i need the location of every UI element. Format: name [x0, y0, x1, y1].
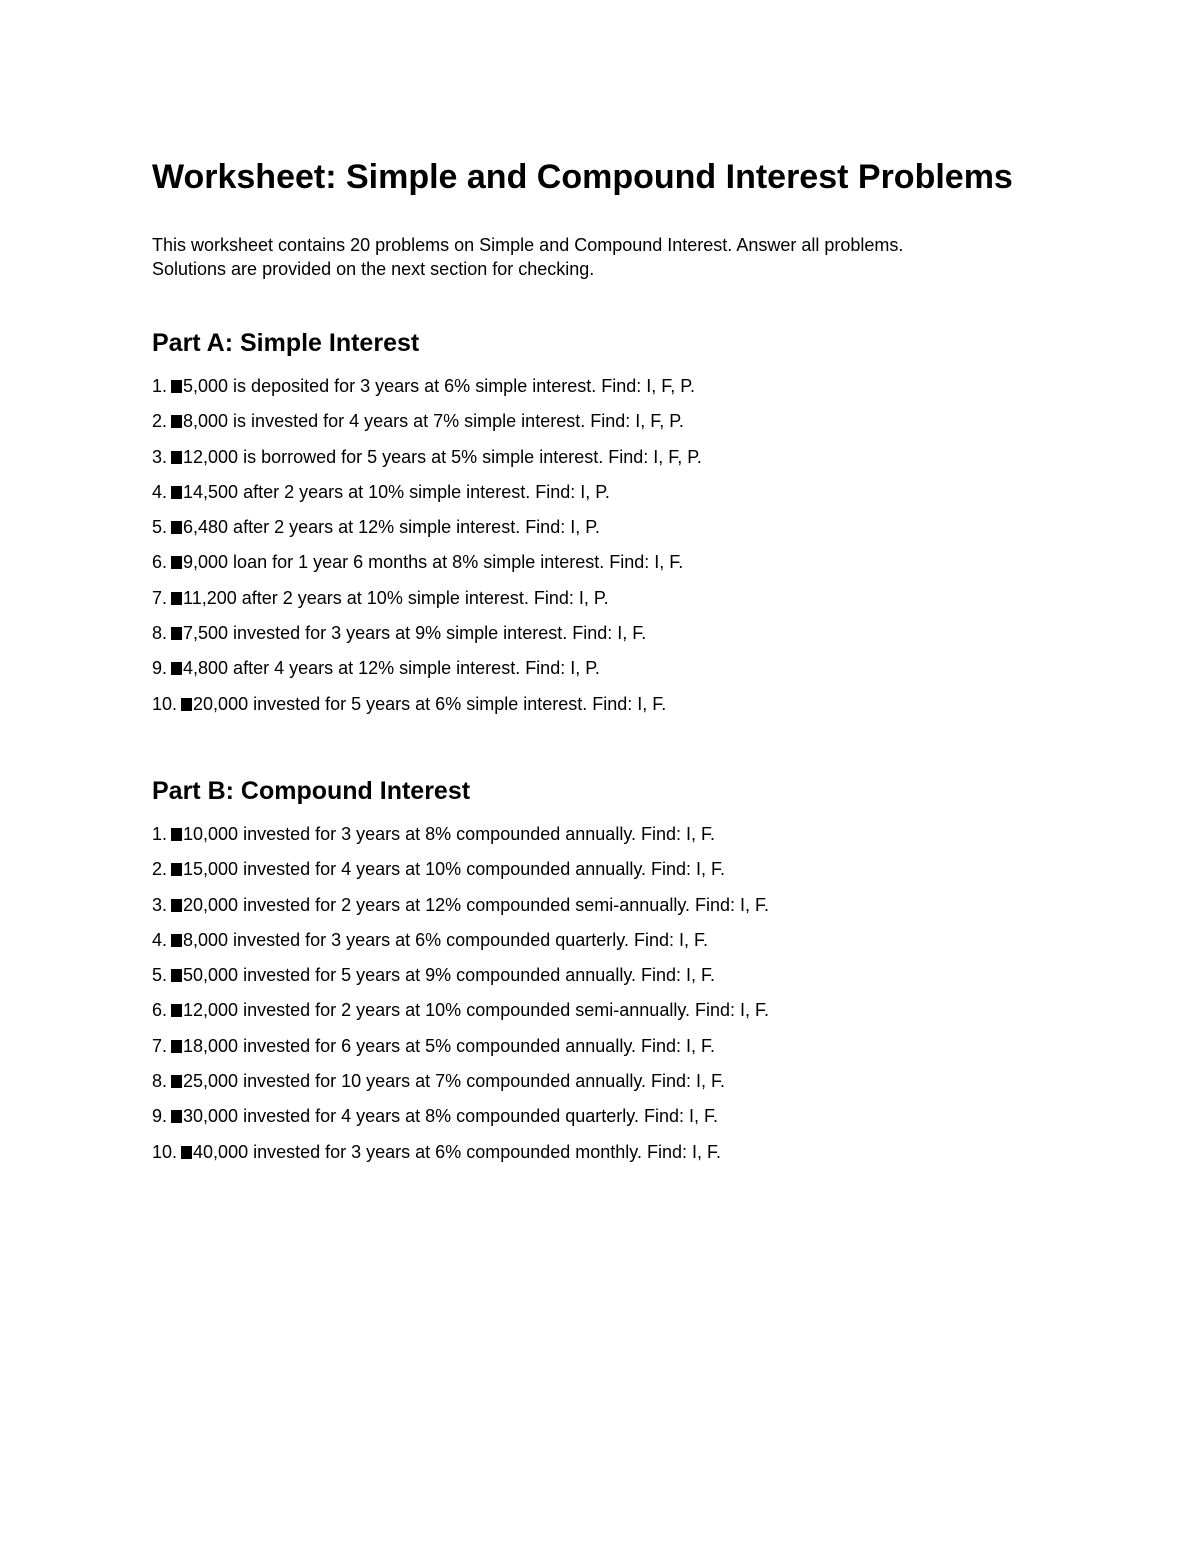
problem-number: 5. [152, 965, 168, 986]
problem-number: 6. [152, 1000, 168, 1021]
problem-text: 8,000 is invested for 4 years at 7% simple interest. Find: I, F, P. [183, 411, 684, 432]
problem-text: 20,000 invested for 2 years at 12% compounded semi-annually. Find: I, F. [183, 894, 770, 915]
problem-number: 9. [152, 658, 168, 679]
problem-item [152, 821, 1102, 856]
problem-text: 7,500 invested for 3 years at 9% simple interest. Find: I, F. [183, 623, 647, 644]
problem-item [152, 1068, 1102, 1103]
missing-glyph-box-icon [171, 1075, 182, 1088]
problem-item [152, 1139, 1102, 1174]
problem-item [152, 479, 1102, 514]
problem-text: 25,000 invested for 10 years at 7% compounded annually. Find: I, F. [183, 1071, 726, 1092]
missing-glyph-box-icon [171, 415, 182, 428]
missing-glyph-box-icon [181, 698, 192, 711]
problem-number: 1. [152, 376, 168, 396]
part-b-problem-list [152, 821, 1102, 1174]
intro-line: This worksheet contains 20 problems on Simple and Compound Interest. Answer all problems. [152, 235, 904, 255]
part-b-heading: Part B: Compound Interest [152, 777, 471, 805]
missing-glyph-box-icon [171, 1110, 182, 1123]
missing-glyph-box-icon [171, 899, 182, 912]
part-a-problem-list [152, 373, 1102, 726]
part-a-heading: Part A: Simple Interest [152, 329, 420, 357]
problem-item [152, 962, 1102, 997]
problem-text: 15,000 invested for 4 years at 10% compounded annually. Find: I, F. [183, 859, 726, 880]
problem-item [152, 1033, 1102, 1068]
missing-glyph-box-icon [171, 934, 182, 947]
problem-number: 3. [152, 446, 168, 467]
problem-text: 50,000 invested for 5 years at 9% compounded annually. Find: I, F. [183, 965, 715, 986]
problem-number: 8. [152, 623, 168, 644]
problem-item [152, 927, 1102, 962]
problem-number: 9. [152, 1106, 168, 1127]
problem-text: 10,000 invested for 3 years at 8% compounded annually. Find: I, F. [183, 824, 715, 844]
problem-item [152, 444, 1102, 479]
problem-text: 12,000 invested for 2 years at 10% compounded semi-annually. Find: I, F. [183, 1000, 770, 1021]
problem-number: 7. [152, 587, 168, 608]
problem-item [152, 549, 1102, 584]
problem-number: 8. [152, 1071, 168, 1092]
problem-number: 10. [152, 693, 178, 714]
problem-text: 4,800 after 4 years at 12% simple interest. Find: I, P. [183, 658, 600, 679]
problem-number: 10. [152, 1141, 178, 1162]
missing-glyph-box-icon [171, 1004, 182, 1017]
problem-text: 12,000 is borrowed for 5 years at 5% simple interest. Find: I, F, P. [183, 446, 702, 467]
missing-glyph-box-icon [171, 863, 182, 876]
missing-glyph-box-icon [171, 521, 182, 534]
problem-number: 7. [152, 1035, 168, 1056]
problem-text: 11,200 after 2 years at 10% simple interest. Find: I, P. [183, 587, 609, 608]
missing-glyph-box-icon [171, 451, 182, 464]
page-title: Worksheet: Simple and Compound Interest Problems [152, 158, 1013, 196]
missing-glyph-box-icon [171, 627, 182, 640]
problem-text: 9,000 loan for 1 year 6 months at 8% simple interest. Find: I, F. [183, 552, 684, 573]
intro-line: Solutions are provided on the next section for checking. [152, 259, 595, 279]
missing-glyph-box-icon [171, 969, 182, 982]
problem-text: 5,000 is deposited for 3 years at 6% simple interest. Find: I, F, P. [183, 376, 695, 396]
problem-item [152, 691, 1102, 726]
problem-item [152, 997, 1102, 1032]
missing-glyph-box-icon [171, 592, 182, 605]
missing-glyph-box-icon [171, 1040, 182, 1053]
problem-number: 3. [152, 894, 168, 915]
problem-text: 14,500 after 2 years at 10% simple interest. Find: I, P. [183, 481, 610, 502]
problem-number: 4. [152, 929, 168, 950]
problem-item [152, 892, 1102, 927]
problem-item [152, 856, 1102, 891]
missing-glyph-box-icon [181, 1146, 192, 1159]
problem-number: 2. [152, 411, 168, 432]
problem-text: 8,000 invested for 3 years at 6% compounded quarterly. Find: I, F. [183, 929, 708, 950]
problem-text: 40,000 invested for 3 years at 6% compounded monthly. Find: I, F. [193, 1141, 721, 1162]
missing-glyph-box-icon [171, 486, 182, 499]
problem-text: 20,000 invested for 5 years at 6% simple interest. Find: I, F. [193, 693, 667, 714]
problem-item [152, 408, 1102, 443]
problem-item [152, 655, 1102, 690]
problem-number: 4. [152, 481, 168, 502]
problem-item [152, 620, 1102, 655]
problem-text: 18,000 invested for 6 years at 5% compounded annually. Find: I, F. [183, 1035, 715, 1056]
problem-number: 1. [152, 824, 168, 844]
problem-text: 30,000 invested for 4 years at 8% compounded quarterly. Find: I, F. [183, 1106, 718, 1127]
missing-glyph-box-icon [171, 380, 182, 393]
problem-item [152, 373, 1102, 408]
problem-number: 5. [152, 517, 168, 538]
problem-number: 6. [152, 552, 168, 573]
problem-item [152, 1103, 1102, 1138]
intro-paragraph [152, 233, 1052, 281]
missing-glyph-box-icon [171, 556, 182, 569]
problem-item [152, 585, 1102, 620]
problem-number: 2. [152, 859, 168, 880]
missing-glyph-box-icon [171, 828, 182, 841]
missing-glyph-box-icon [171, 662, 182, 675]
problem-item [152, 514, 1102, 549]
problem-text: 6,480 after 2 years at 12% simple interest. Find: I, P. [183, 517, 600, 538]
